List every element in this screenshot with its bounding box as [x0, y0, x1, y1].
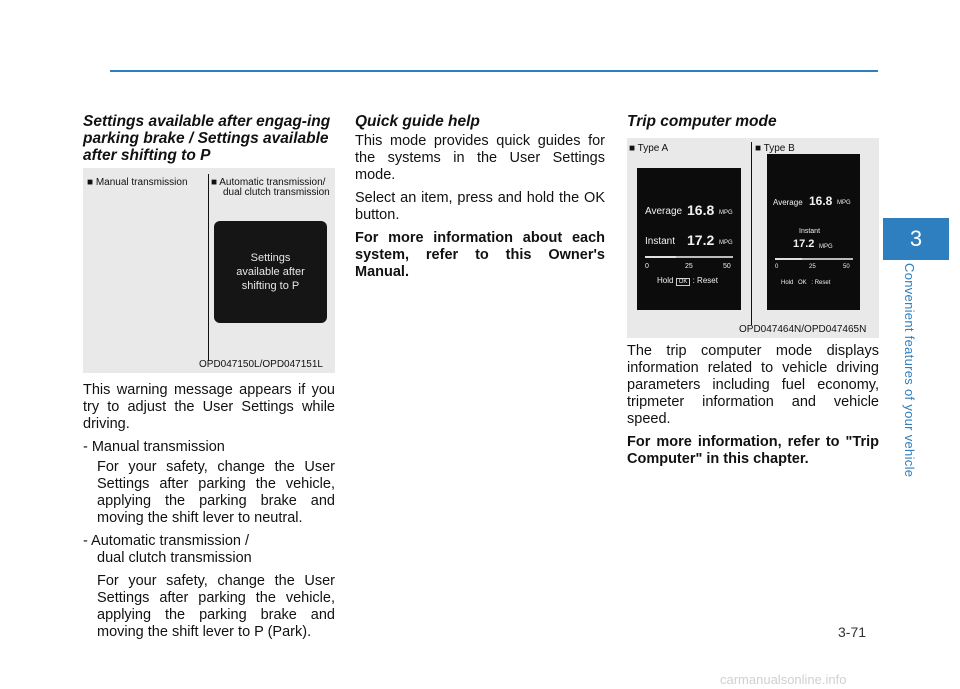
type-b-instant-label: Instant [799, 228, 821, 235]
col1-body [83, 382, 335, 647]
label-automatic-transmission: ■ Automatic transmission/ [211, 177, 326, 188]
col2-para-3: For more information about each system, refer to this Owner's Manual. [355, 230, 605, 280]
type-a-gauge-fill [645, 256, 676, 258]
figure-trip-computer [627, 138, 879, 338]
type-a-average-label: Average [645, 206, 683, 217]
figure-caption-3: OPD047464N/OPD047465N [739, 324, 867, 335]
type-a-reset: : Reset [692, 276, 718, 285]
type-b-average-value: 16.8 [809, 194, 833, 208]
heading-trip-computer: Trip computer mode [627, 113, 777, 130]
type-b-scale-25: 25 [809, 264, 816, 270]
col3-para-1: The trip computer mode displays information related to vehicle driving parameters including fuel economy, tripmeter information and vehicle speed. [627, 343, 879, 427]
col2-para-1: This mode provides quick guides for the systems in the User Settings mode. [355, 133, 605, 183]
settings-warning-screen [214, 221, 327, 323]
type-b-scale-0: 0 [775, 264, 779, 270]
label-manual-transmission: ■ Manual transmission [87, 177, 188, 188]
type-b-display [767, 154, 860, 310]
screen-line-1: Settings [250, 252, 291, 264]
col2-para-2: Select an item, press and hold the OK button. [355, 190, 605, 223]
label-type-b: ■ Type B [755, 143, 795, 154]
type-a-ok: OK [676, 278, 691, 286]
list-manual-head: - Manual transmission [83, 439, 225, 455]
col1-para-1: This warning message appears if you try to adjust the User Settings while driving. [83, 382, 335, 432]
type-b-instant-value: 17.2 [793, 238, 815, 250]
type-a-display [637, 168, 741, 310]
list-auto-body: For your safety, change the User Settings after parking the vehicle, applying the parking brake and moving the shift lever to P (Park). [97, 573, 335, 640]
col3-body [627, 343, 879, 474]
type-a-scale-50: 50 [723, 263, 731, 270]
chapter-number-tab: 3 [883, 218, 949, 260]
type-a-hold: Hold [657, 276, 674, 285]
type-a-scale-25: 25 [685, 263, 693, 270]
watermark: carmanualsonline.info [720, 672, 847, 687]
type-b-average-unit: MPG [837, 200, 851, 206]
list-manual-body: For your safety, change the User Settings after parking the vehicle, applying the parking brake and moving the shift lever to neutral. [97, 459, 335, 526]
screen-line-3: shifting to P [241, 280, 300, 292]
heading-settings-available: Settings available after engag-ing parking brake / Settings available after shifting to P [83, 113, 331, 164]
type-b-ok: OK [798, 280, 807, 286]
page-number: 3-71 [838, 624, 867, 640]
figure-divider [208, 174, 209, 361]
list-auto-head-line2: dual clutch transmission [97, 550, 252, 566]
type-a-instant-unit: MPG [719, 240, 733, 246]
top-rule [110, 70, 878, 72]
type-a-instant-label: Instant [645, 236, 676, 247]
type-a-average-unit: MPG [719, 210, 733, 216]
type-b-instant-unit: MPG [819, 244, 833, 250]
type-b-gauge-fill [775, 258, 802, 260]
type-b-hold: Hold [781, 280, 794, 286]
type-a-instant-value: 17.2 [687, 232, 715, 248]
list-auto-head-line1: - Automatic transmission / [83, 533, 249, 549]
type-b-scale-50: 50 [843, 264, 850, 270]
col2-body [355, 133, 605, 287]
type-b-average-label: Average [773, 198, 803, 207]
type-a-average-value: 16.8 [687, 202, 715, 218]
type-a-scale-0: 0 [645, 263, 649, 270]
chapter-title-vertical: Convenient features of your vehicle [902, 263, 917, 478]
figure-divider-b [751, 142, 752, 325]
heading-quick-guide: Quick guide help [355, 113, 480, 130]
label-dual-clutch: dual clutch transmission [223, 187, 330, 198]
screen-line-2: available after [236, 266, 305, 278]
col3-para-2: For more information, refer to "Trip Computer" in this chapter. [627, 434, 879, 467]
figure-caption-1: OPD047150L/OPD047151L [199, 359, 323, 370]
figure-settings-warning [83, 168, 335, 373]
type-b-reset: : Reset [811, 280, 831, 286]
label-type-a: ■ Type A [629, 143, 669, 154]
